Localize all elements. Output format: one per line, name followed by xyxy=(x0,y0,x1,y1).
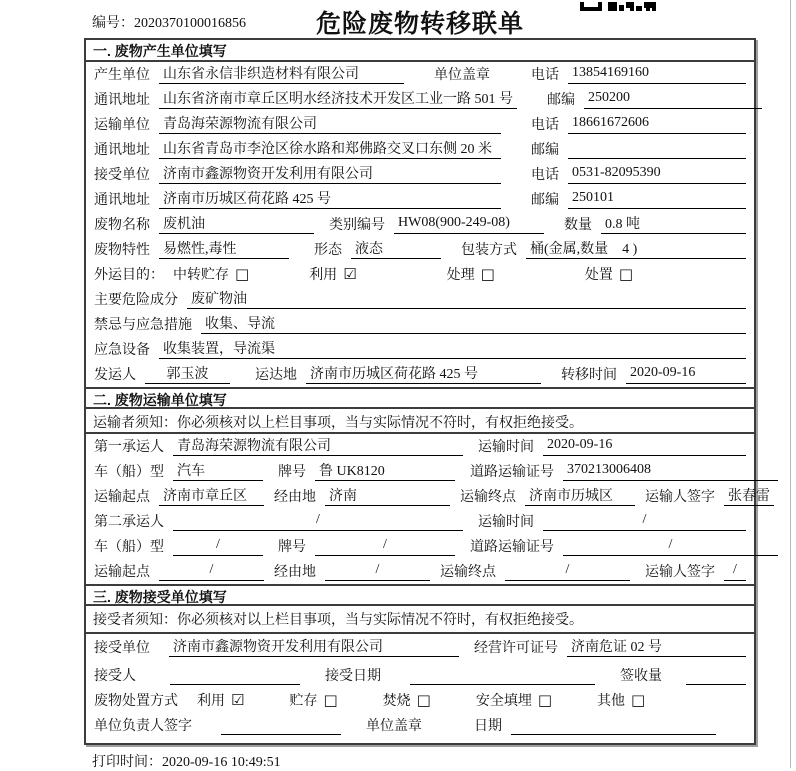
vehicle1-row xyxy=(86,459,754,484)
purpose-option-treat xyxy=(447,264,495,284)
purpose-option-text: 处置 xyxy=(584,268,613,283)
equipment-row xyxy=(86,337,754,362)
waste-form-label: 形态 xyxy=(314,243,342,258)
disposal-option-landfill xyxy=(476,690,552,710)
carrier1-time-label: 运输时间 xyxy=(478,440,534,455)
receiver-phone-label: 电话 xyxy=(531,168,559,183)
waste-category-value: HW08(900-249-08) xyxy=(394,215,544,234)
producer-label: 产生单位 xyxy=(94,68,150,83)
carrier1-value: 青岛海荣源物流有限公司 xyxy=(173,435,463,456)
carrier2-time-label: 运输时间 xyxy=(478,515,534,530)
route2-end-label: 运输终点 xyxy=(440,565,496,580)
producer-zip-value: 250200 xyxy=(584,90,762,109)
transporter-phone-label: 电话 xyxy=(531,118,559,133)
receiver-phone-value: 0531-82095390 xyxy=(568,165,746,184)
waste-form-value: 液态 xyxy=(351,238,441,259)
accept-unit-row xyxy=(86,634,754,660)
checkbox-checked-icon: ☑ xyxy=(343,264,357,283)
shipper-value: 郭玉波 xyxy=(145,363,230,384)
route1-sign-label: 运输人签字 xyxy=(645,490,715,505)
producer-phone-label: 电话 xyxy=(531,68,559,83)
route1-via-label: 经由地 xyxy=(274,490,316,505)
disposal-row xyxy=(86,688,754,713)
section3-heading: 三. 废物接受单位填写 xyxy=(86,584,754,606)
page-title: 危险废物转移联单 xyxy=(315,10,524,38)
producer-address-row xyxy=(86,87,754,112)
signature-value xyxy=(221,716,341,735)
carrier2-value: / xyxy=(173,512,463,531)
route2-start-value: / xyxy=(159,562,264,581)
transporter-address-row xyxy=(86,137,754,162)
license-value: 济南危证 02 号 xyxy=(567,636,746,657)
recipient-row xyxy=(86,660,754,688)
purpose-option-transfer-storage xyxy=(173,264,249,284)
carrier1-label: 第一承运人 xyxy=(94,440,164,455)
vehicle1-plate-label: 牌号 xyxy=(278,465,306,480)
disposal-option-text: 利用 xyxy=(197,694,225,709)
carrier2-row xyxy=(86,509,754,534)
transporter-label: 运输单位 xyxy=(94,118,150,133)
carrier1-row xyxy=(86,434,754,459)
disposal-option-text: 贮存 xyxy=(289,694,318,709)
measures-value: 收集、导流 xyxy=(201,313,746,334)
producer-seal-label: 单位盖章 xyxy=(434,68,490,83)
checkbox-icon: □ xyxy=(480,264,495,283)
route1-row xyxy=(86,484,770,509)
route2-row xyxy=(86,559,754,584)
hazard-value: 废矿物油 xyxy=(187,288,746,309)
checkbox-checked-icon: ☑ xyxy=(231,690,245,709)
waste-traits-row xyxy=(86,237,754,262)
transporter-address-label: 通讯地址 xyxy=(94,143,150,158)
purpose-option-text: 利用 xyxy=(309,268,338,283)
waste-qty-label: 数量 xyxy=(564,218,592,233)
vehicle2-value: / xyxy=(173,537,263,556)
disposal-option-store xyxy=(289,690,337,710)
measures-label: 禁忌与应急措施 xyxy=(94,318,192,333)
accept-date-value xyxy=(410,666,595,685)
vehicle1-permit-value: 370213006408 xyxy=(563,462,778,481)
receiver-address-value: 济南市历城区荷花路 425 号 xyxy=(159,188,501,209)
producer-phone-value: 13854169160 xyxy=(568,65,746,84)
section2-heading: 二. 废物运输单位填写 xyxy=(86,387,754,409)
receiver-value: 济南市鑫源物资开发利用有限公司 xyxy=(159,163,501,184)
vehicle2-permit-label: 道路运输证号 xyxy=(470,540,554,555)
receipt-qty-label: 签收量 xyxy=(620,669,662,684)
hazard-label: 主要危险成分 xyxy=(94,293,178,308)
section3-notice: 接受者须知：你必须核对以上栏目事项，当与实际情况不符时，有权拒绝接受。 xyxy=(86,606,754,634)
equipment-value: 收集装置，导流渠 xyxy=(159,338,746,359)
vehicle2-plate-value: / xyxy=(315,537,455,556)
waste-traits-value: 易燃性,毒性 xyxy=(159,238,289,259)
accept-unit-label: 接受单位 xyxy=(94,641,150,656)
checkbox-icon: □ xyxy=(416,690,431,709)
route1-start-value: 济南市章丘区 xyxy=(159,485,264,506)
vehicle2-plate-label: 牌号 xyxy=(278,540,306,555)
hazard-row xyxy=(86,287,754,312)
vehicle2-label: 车（船）型 xyxy=(94,540,164,555)
purpose-option-dispose xyxy=(585,264,633,284)
transporter-value: 青岛海荣源物流有限公司 xyxy=(159,113,501,134)
shipper-time-label: 转移时间 xyxy=(561,368,617,383)
purpose-option-text: 处理 xyxy=(446,268,475,283)
date-value xyxy=(511,716,716,735)
accept-unit-value: 济南市鑫源物资开发利用有限公司 xyxy=(169,636,459,657)
recipient-value xyxy=(170,666,300,685)
vehicle2-row xyxy=(86,534,754,559)
accept-date-label: 接受日期 xyxy=(325,669,381,684)
purpose-option-text: 中转贮存 xyxy=(173,268,229,283)
waste-category-label: 类别编号 xyxy=(329,218,385,233)
route1-end-label: 运输终点 xyxy=(460,490,516,505)
date-label: 日期 xyxy=(474,719,502,734)
disposal-option-text: 其他 xyxy=(597,694,626,709)
transfer-form xyxy=(84,38,770,745)
receiver-address-label: 通讯地址 xyxy=(94,193,150,208)
waste-name-row xyxy=(86,212,754,237)
signature-row xyxy=(86,713,754,738)
print-time: 打印时间：2020-09-16 10:49:51 xyxy=(92,755,281,770)
waste-packing-value: 桶(金属,数量 4 ) xyxy=(526,238,746,259)
checkbox-icon: □ xyxy=(618,264,634,283)
waste-name-label: 废物名称 xyxy=(94,218,150,233)
producer-row xyxy=(86,62,754,87)
disposal-option-other xyxy=(597,690,645,710)
route2-sign-label: 运输人签字 xyxy=(645,565,715,580)
producer-zip-label: 邮编 xyxy=(547,93,575,108)
license-label: 经营许可证号 xyxy=(474,641,558,656)
serial-label: 编号： xyxy=(92,16,134,31)
shipper-row xyxy=(86,362,754,387)
waste-name-value: 废机油 xyxy=(159,213,314,234)
route1-via-value: 济南 xyxy=(325,485,450,506)
purpose-label: 外运目的： xyxy=(94,268,164,283)
measures-row xyxy=(86,312,754,337)
recipient-label: 接受人 xyxy=(94,669,136,684)
disposal-option-text: 安全填埋 xyxy=(475,694,532,709)
disposal-option-utilize xyxy=(197,690,244,710)
disposal-option-incinerate xyxy=(383,690,431,710)
waste-qty-value: 0.8 吨 xyxy=(601,213,746,234)
transporter-address-value: 山东省青岛市李沧区徐水路和郑佛路交叉口东侧 20 米 xyxy=(159,138,501,159)
qr-code-fragment-icon xyxy=(580,0,656,16)
signature-label: 单位负责人签字 xyxy=(94,719,192,734)
shipper-dest-label: 运达地 xyxy=(255,368,297,383)
route1-start-label: 运输起点 xyxy=(94,490,150,505)
vehicle2-permit-value: / xyxy=(563,537,778,556)
receipt-qty-value xyxy=(686,666,746,685)
shipper-dest-value: 济南市历城区荷花路 425 号 xyxy=(306,363,541,384)
carrier2-time-value: / xyxy=(543,512,746,531)
route1-sign-value: 张春雷 xyxy=(724,485,774,506)
waste-traits-label: 废物特性 xyxy=(94,243,150,258)
route2-via-value: / xyxy=(325,562,430,581)
transporter-zip-value xyxy=(568,140,746,159)
section2-notice: 运输者须知：你必须核对以上栏目事项，当与实际情况不符时，有权拒绝接受。 xyxy=(86,409,754,434)
transporter-row xyxy=(86,112,754,137)
unit-seal-label: 单位盖章 xyxy=(366,719,422,734)
vehicle1-label: 车（船）型 xyxy=(94,465,164,480)
receiver-zip-label: 邮编 xyxy=(531,193,559,208)
route2-via-label: 经由地 xyxy=(274,565,316,580)
receiver-row xyxy=(86,162,754,187)
checkbox-icon: □ xyxy=(631,690,646,709)
vehicle1-value: 汽车 xyxy=(173,460,263,481)
carrier2-label: 第二承运人 xyxy=(94,515,164,530)
route1-end-value: 济南市历城区 xyxy=(525,485,635,506)
page-edge-divider xyxy=(790,0,791,768)
checkbox-icon: □ xyxy=(537,690,553,709)
page-header xyxy=(0,0,796,38)
route2-sign-value: / xyxy=(724,562,746,581)
route2-end-value: / xyxy=(505,562,630,581)
disposal-label: 废物处置方式 xyxy=(94,694,178,709)
purpose-row xyxy=(86,262,754,287)
serial-value: 2020370100016856 xyxy=(134,16,246,31)
receiver-zip-value: 250101 xyxy=(568,190,746,209)
checkbox-icon: □ xyxy=(323,690,338,709)
producer-address-value: 山东省济南市章丘区明水经济技术开发区工业一路 501 号 xyxy=(159,88,517,109)
shipper-time-value: 2020-09-16 xyxy=(626,365,746,384)
waste-packing-label: 包装方式 xyxy=(461,243,517,258)
vehicle1-permit-label: 道路运输证号 xyxy=(470,465,554,480)
producer-address-label: 通讯地址 xyxy=(94,93,150,108)
route2-start-label: 运输起点 xyxy=(94,565,150,580)
equipment-label: 应急设备 xyxy=(94,343,150,358)
disposal-option-text: 焚烧 xyxy=(382,694,411,709)
section1-heading: 一. 废物产生单位填写 xyxy=(86,40,754,62)
checkbox-icon: □ xyxy=(235,264,250,283)
vehicle1-plate-value: 鲁 UK8120 xyxy=(315,460,455,481)
receiver-address-row xyxy=(86,187,754,212)
transporter-phone-value: 18661672606 xyxy=(568,115,746,134)
purpose-option-utilize xyxy=(309,264,356,284)
receiver-label: 接受单位 xyxy=(94,168,150,183)
transporter-zip-label: 邮编 xyxy=(531,143,559,158)
shipper-label: 发运人 xyxy=(94,368,136,383)
carrier1-time-value: 2020-09-16 xyxy=(543,437,746,456)
producer-value: 山东省永信非织造材料有限公司 xyxy=(159,63,404,84)
